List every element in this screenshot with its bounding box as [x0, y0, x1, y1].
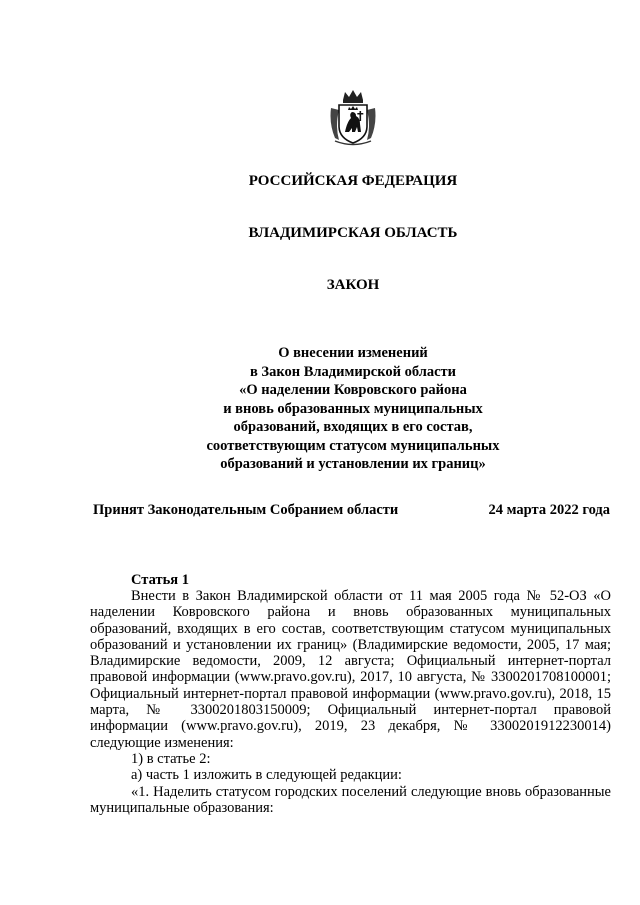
adoption-label: Принят Законодательным Собранием области — [93, 502, 399, 518]
article-body — [90, 588, 611, 816]
law-title-line: образований и установлении их границ» — [220, 456, 486, 472]
law-title-line: О внесении изменений — [278, 345, 428, 361]
law-title-line: образований, входящих в его состав, — [233, 419, 473, 435]
article-paragraph: 1) в статье 2: — [131, 750, 211, 767]
article-paragraph: а) часть 1 изложить в следующей редакции: — [131, 767, 402, 784]
coat-of-arms-icon — [325, 88, 381, 146]
adoption-date: 24 марта 2022 года — [488, 502, 610, 518]
law-title-line: в Закон Владимирской области — [249, 363, 457, 380]
law-title-line: и вновь образованных муниципальных — [223, 400, 483, 417]
document-type-heading: ЗАКОН — [326, 277, 380, 293]
law-title — [0, 344, 640, 474]
article-heading: Статья 1 — [131, 572, 189, 588]
law-title-line: соответствующим статусом муниципальных — [206, 437, 500, 454]
article-paragraph: «1. Наделить статусом городских поселений следующие вновь образованные муниципальные образования: — [90, 783, 611, 816]
region-heading: ВЛАДИМИРСКАЯ ОБЛАСТЬ — [248, 225, 458, 241]
article-paragraph: Внести в Закон Владимирской области от 11 мая 2005 года № 52-ОЗ «О наделении Ковровского района и вновь образованных муниципальных образований, входящих в его состав, соответствующим статусом муниципальных образований и установлении их границ» (Владимирские ведомости, 2005, 17 мая; Владимирские ведомости, 2009, 12 августа; Официальный интернет-портал правовой информации (www.pravo.gov.ru), 2017, 10 августа, № 3300201708100001; Официальный интернет-портал правовой информации (www.pravo.gov.ru), 2018, 15 марта, № 3300201803150009; Официальный интернет-портал правовой информации (www.pravo.gov.ru), 2019, 23 декабря, № 3300201912230014) следующие изменения: — [90, 588, 611, 751]
law-title-line: «О наделении Ковровского района — [239, 382, 467, 398]
country-heading: РОССИЙСКАЯ ФЕДЕРАЦИЯ — [248, 173, 458, 189]
